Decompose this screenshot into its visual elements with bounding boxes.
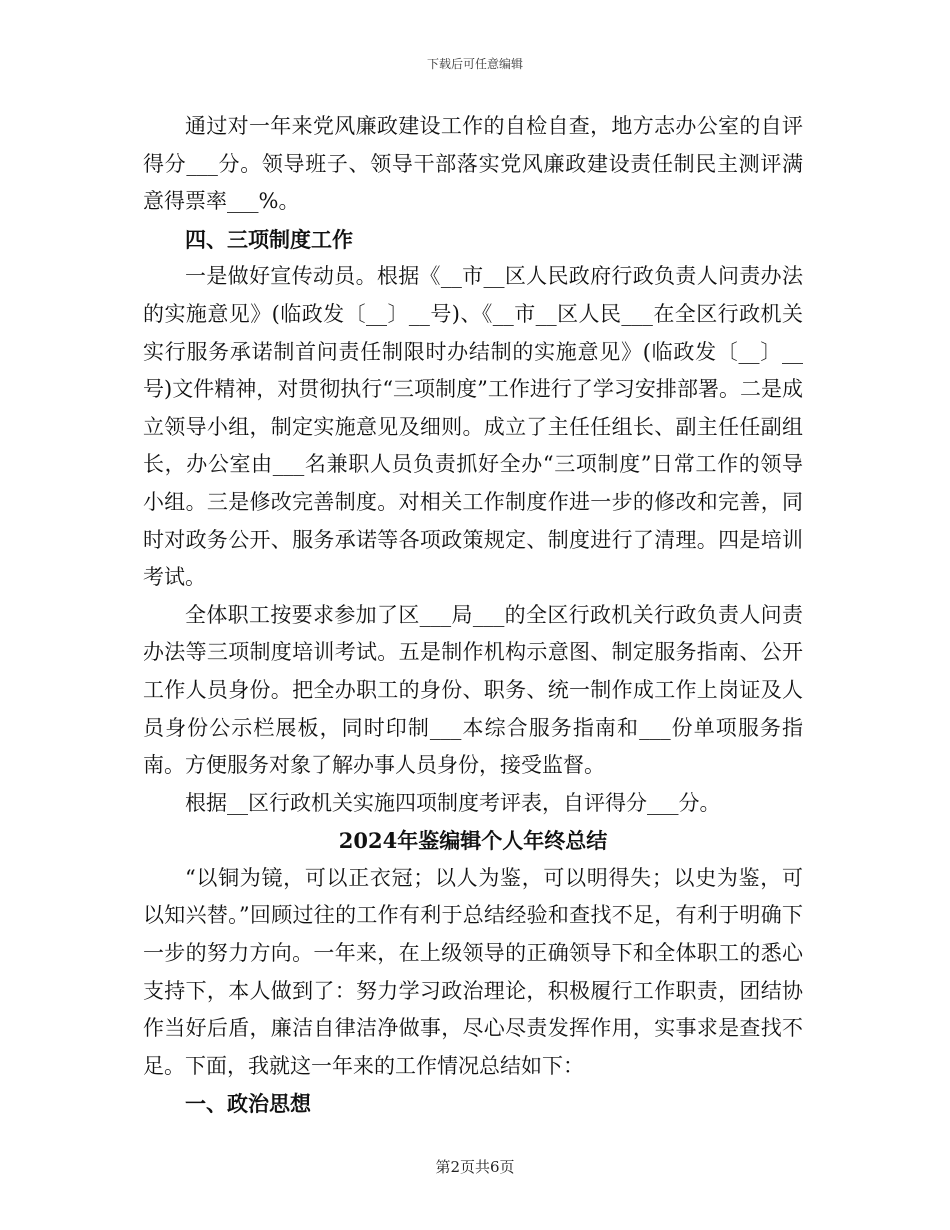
paragraph-self-assessment: 通过对一年来党风廉政建设工作的自检自查，地方志办公室的自评得分___分。领导班子、领导干部落实党风廉政建设责任制民主测评满意得票率___%。 <box>143 114 803 214</box>
paragraph-introduction: “以铜为镜，可以正衣冠；以人为鉴，可以明得失；以史为鉴，可以知兴替。”回顾过往的工作有利于总结经验和查找不足，有利于明确下一步的努力方向。一年来，在上级领导的正确领导下和全体职工的悉心支持下，本人做到了：努力学习政治理论，积极履行工作职责，团结协作当好后盾，廉洁自律洁净做事，尽心尽责发挥作用，实事求是查找不足。下面，我就这一年来的工作情况总结如下： <box>143 865 803 1078</box>
section-heading-three-systems: 四、三项制度工作 <box>185 226 353 252</box>
section-heading-politics: 一、政治思想 <box>185 1091 311 1117</box>
page-header: 下载后可任意编辑 <box>426 57 523 71</box>
document-title: 2024年鉴编辑个人年终总结 <box>338 828 608 854</box>
paragraph-three-systems: 一是做好宣传动员。根据《__市__区人民政府行政负责人问责办法的实施意见》(临政发〔__〕__号)、《__市__区人民___在全区行政机关实行服务承诺制首问责任制限时办结制的实施意见》(临政发〔__〕__号)文件精神，对贯彻执行“三项制度”工作进行了学习安排部署。二是成立领导小组，制定实施意见及细则。成立了主任任组长、副主任任副组长，办公室由___名兼职人员负责抓好全办“三项制度”日常工作的领导小组。三是修改完善制度。对相关工作制度作进一步的修改和完善，同时对政务公开、服务承诺等各项政策规定、制度进行了清理。四是培训考试。 <box>143 264 803 590</box>
paragraph-staff-training: 全体职工按要求参加了区___局___的全区行政机关行政负责人问责办法等三项制度培训考试。五是制作机构示意图、制定服务指南、公开工作人员身份。把全办职工的身份、职务、统一制作成工作上岗证及人员身份公示栏展板，同时印制___本综合服务指南和___份单项服务指南。方便服务对象了解办事人员身份，接受监督。 <box>143 602 803 778</box>
paragraph-evaluation-score: 根据__区行政机关实施四项制度考评表，自评得分___分。 <box>185 790 721 815</box>
document-body <box>143 108 803 1123</box>
page-number: 第2页共6页 <box>435 1158 515 1176</box>
